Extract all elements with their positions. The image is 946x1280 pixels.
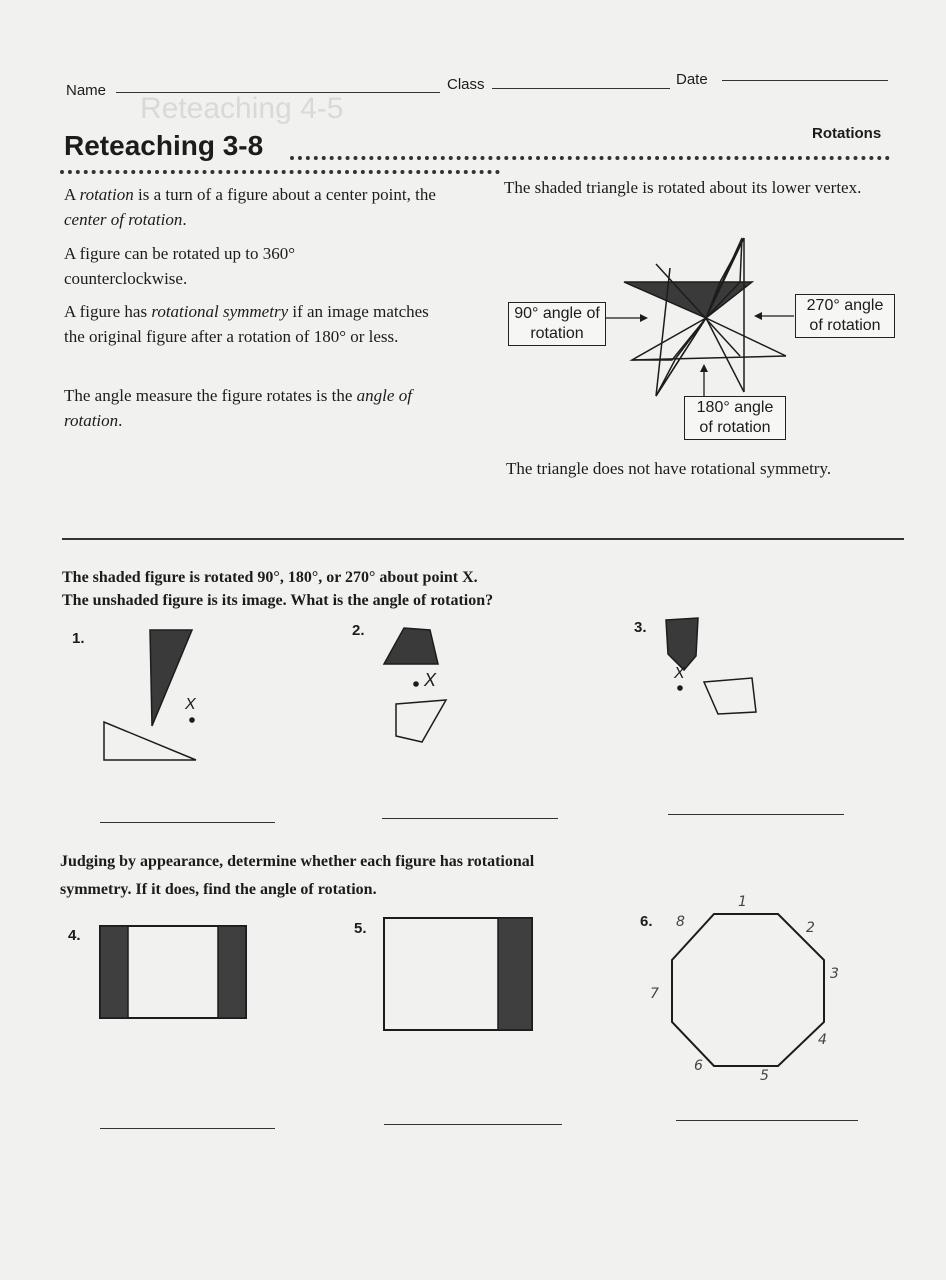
handwritten-count-4: 4 bbox=[818, 1032, 827, 1048]
section2-instructions-line1: Judging by appearance, determine whether each figure has rotational bbox=[60, 853, 535, 870]
problem-6-number: 6. bbox=[640, 913, 653, 930]
problem-6-octagon bbox=[672, 914, 824, 1066]
handwritten-count-1: 1 bbox=[738, 894, 747, 910]
label-270-degree: 270° angle of rotation bbox=[795, 294, 895, 338]
handwritten-count-7: 7 bbox=[650, 986, 659, 1002]
class-label: Class bbox=[447, 76, 485, 93]
label-180-degree: 180° angle of rotation bbox=[684, 396, 786, 440]
problem-3-point-label: X bbox=[674, 665, 685, 682]
handwritten-count-2: 2 bbox=[806, 920, 815, 936]
problem-4-number: 4. bbox=[68, 927, 81, 944]
section1-instructions-line2: The unshaded figure is its image. What is the angle of rotation? bbox=[62, 592, 494, 609]
handwritten-count-8: 8 bbox=[676, 914, 685, 930]
definition-rotational-symmetry: A figure has rotational symmetry if an image matches the original figure after a rotation of 180° or less. bbox=[64, 302, 429, 346]
section2-instructions-line2: symmetry. If it does, find the angle of rotation. bbox=[60, 881, 377, 898]
bleed-through-title: Reteaching 4-5 bbox=[140, 92, 344, 125]
page-title: Reteaching 3-8 bbox=[64, 130, 264, 161]
definition-angle-of-rotation: The angle measure the figure rotates is the angle of rotation. bbox=[64, 386, 412, 430]
problem-4-right-band bbox=[218, 926, 246, 1018]
definition-rotation: A rotation is a turn of a figure about a center point, the center of rotation. bbox=[64, 185, 436, 229]
problem-2-point-label: X bbox=[424, 670, 437, 690]
handwritten-count-3: 3 bbox=[830, 966, 839, 982]
problem-1-point-label: X bbox=[185, 696, 196, 713]
problem-4-answer-line[interactable] bbox=[100, 1128, 275, 1129]
problem-6-answer-line[interactable] bbox=[676, 1120, 858, 1121]
label-90-degree: 90° angle of rotation bbox=[508, 302, 606, 346]
section1-instructions-line1: The shaded figure is rotated 90°, 180°, or 270° about point X. bbox=[62, 569, 478, 586]
problem-5-number: 5. bbox=[354, 920, 367, 937]
example-intro: The shaded triangle is rotated about its lower vertex. bbox=[504, 178, 862, 197]
problem-1-number: 1. bbox=[72, 630, 85, 647]
problem-5-right-band bbox=[498, 918, 532, 1030]
example-conclusion: The triangle does not have rotational symmetry. bbox=[506, 459, 832, 478]
handwritten-count-5: 5 bbox=[760, 1068, 769, 1084]
definition-max-rotation: A figure can be rotated up to 360° counterclockwise. bbox=[64, 244, 296, 288]
date-label: Date bbox=[676, 71, 708, 88]
topic-label: Rotations bbox=[812, 125, 882, 142]
handwritten-count-6: 6 bbox=[694, 1058, 703, 1074]
problem-3-number: 3. bbox=[634, 619, 647, 636]
problem-2-number: 2. bbox=[352, 622, 365, 639]
problem-5-answer-line[interactable] bbox=[384, 1124, 562, 1125]
name-label: Name bbox=[66, 82, 107, 99]
problem-4-left-band bbox=[100, 926, 128, 1018]
